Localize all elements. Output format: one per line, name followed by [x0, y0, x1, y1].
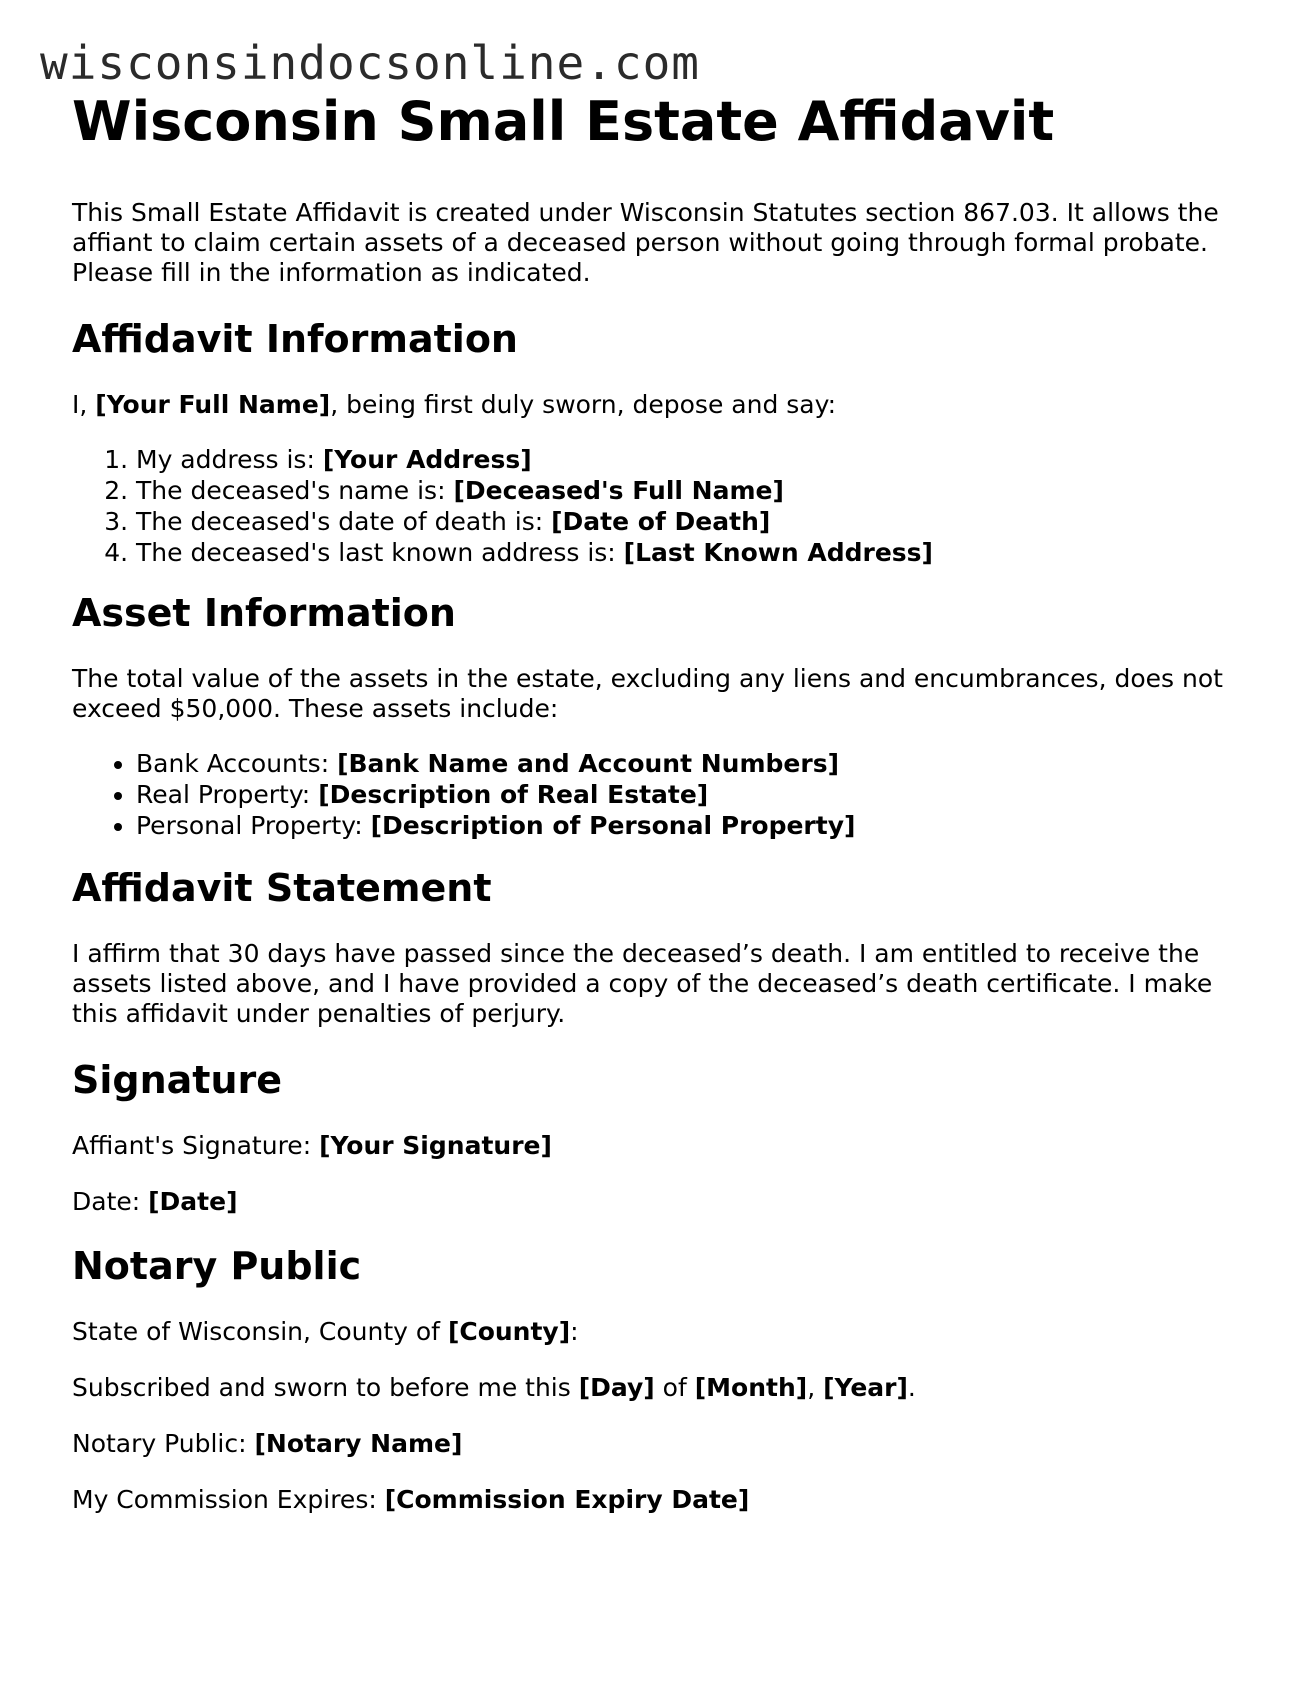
of-text: of	[654, 1373, 695, 1402]
comma-text: ,	[807, 1373, 824, 1402]
asset-information-heading: Asset Information	[72, 591, 456, 635]
period-text: .	[907, 1373, 916, 1402]
month-placeholder: [Month]	[694, 1373, 808, 1402]
signature-placeholder: [Your Signature]	[319, 1131, 552, 1160]
commission-expiry-line	[72, 1485, 1242, 1515]
item-label: The deceased's name is:	[136, 476, 454, 505]
county-suffix: :	[570, 1317, 579, 1346]
affidavit-statement-heading: Affidavit Statement	[72, 866, 492, 910]
year-placeholder: [Year]	[823, 1373, 908, 1402]
item-label: Real Property:	[136, 780, 319, 809]
full-name-placeholder: [Your Full Name]	[95, 390, 331, 419]
affidavit-information-heading: Affidavit Information	[72, 317, 518, 361]
notary-name-placeholder: [Notary Name]	[254, 1429, 463, 1458]
oath-suffix: , being first duly sworn, depose and say:	[330, 390, 837, 419]
list-item	[136, 779, 1242, 810]
item-label: Personal Property:	[136, 811, 371, 840]
notary-name-line	[72, 1429, 1242, 1459]
oath-prefix: I,	[72, 390, 96, 419]
bank-accounts-placeholder: [Bank Name and Account Numbers]	[337, 749, 839, 778]
sworn-line	[72, 1373, 1242, 1403]
list-item	[136, 748, 1242, 779]
list-item	[136, 537, 1242, 568]
signature-heading: Signature	[72, 1058, 283, 1102]
county-line	[72, 1317, 1242, 1347]
affidavit-details-list	[72, 444, 1242, 568]
document-title: Wisconsin Small Estate Affidavit	[72, 90, 1055, 153]
personal-property-placeholder: [Description of Personal Property]	[370, 811, 856, 840]
list-item	[136, 810, 1242, 841]
county-placeholder: [County]	[447, 1317, 571, 1346]
signature-line	[72, 1131, 1242, 1161]
date-placeholder: [Date]	[148, 1187, 238, 1216]
item-label: Bank Accounts:	[136, 749, 338, 778]
item-label: The deceased's date of death is:	[136, 507, 552, 536]
notary-public-heading: Notary Public	[72, 1244, 362, 1288]
intro-paragraph: This Small Estate Affidavit is created under Wisconsin Statutes section 867.03. It allows the affiant to claim certain assets of a deceased person without going through formal probate. Please fill in the information as indicated.	[72, 198, 1219, 287]
day-placeholder: [Day]	[578, 1373, 655, 1402]
oath-statement	[72, 390, 1242, 420]
last-address-placeholder: [Last Known Address]	[623, 538, 933, 567]
commission-expiry-label: My Commission Expires:	[72, 1485, 385, 1514]
deceased-name-placeholder: [Deceased's Full Name]	[453, 476, 784, 505]
date-line	[72, 1187, 1242, 1217]
statement-paragraph: I affirm that 30 days have passed since the deceased’s death. I am entitled to receive the assets listed above, and I have provided a copy of the deceased’s death certificate. I make this affidavit under penalties of perjury.	[72, 939, 1213, 1028]
real-property-placeholder: [Description of Real Estate]	[318, 780, 709, 809]
asset-paragraph: The total value of the assets in the estate, excluding any liens and encumbrances, does not exceed $50,000. These assets include:	[72, 664, 1223, 723]
list-item	[136, 475, 1242, 506]
document-body	[72, 90, 1242, 1515]
address-placeholder: [Your Address]	[322, 445, 532, 474]
item-label: My address is:	[136, 445, 323, 474]
county-prefix: State of Wisconsin, County of	[72, 1317, 448, 1346]
signature-label: Affiant's Signature:	[72, 1131, 320, 1160]
date-label: Date:	[72, 1187, 149, 1216]
date-of-death-placeholder: [Date of Death]	[551, 507, 771, 536]
list-item	[136, 444, 1242, 475]
list-item	[136, 506, 1242, 537]
asset-list	[72, 748, 1242, 841]
sworn-prefix: Subscribed and sworn to before me this	[72, 1373, 579, 1402]
commission-expiry-placeholder: [Commission Expiry Date]	[384, 1485, 750, 1514]
item-label: The deceased's last known address is:	[136, 538, 624, 567]
notary-name-label: Notary Public:	[72, 1429, 255, 1458]
site-watermark: wisconsindocsonline.com	[40, 36, 700, 90]
